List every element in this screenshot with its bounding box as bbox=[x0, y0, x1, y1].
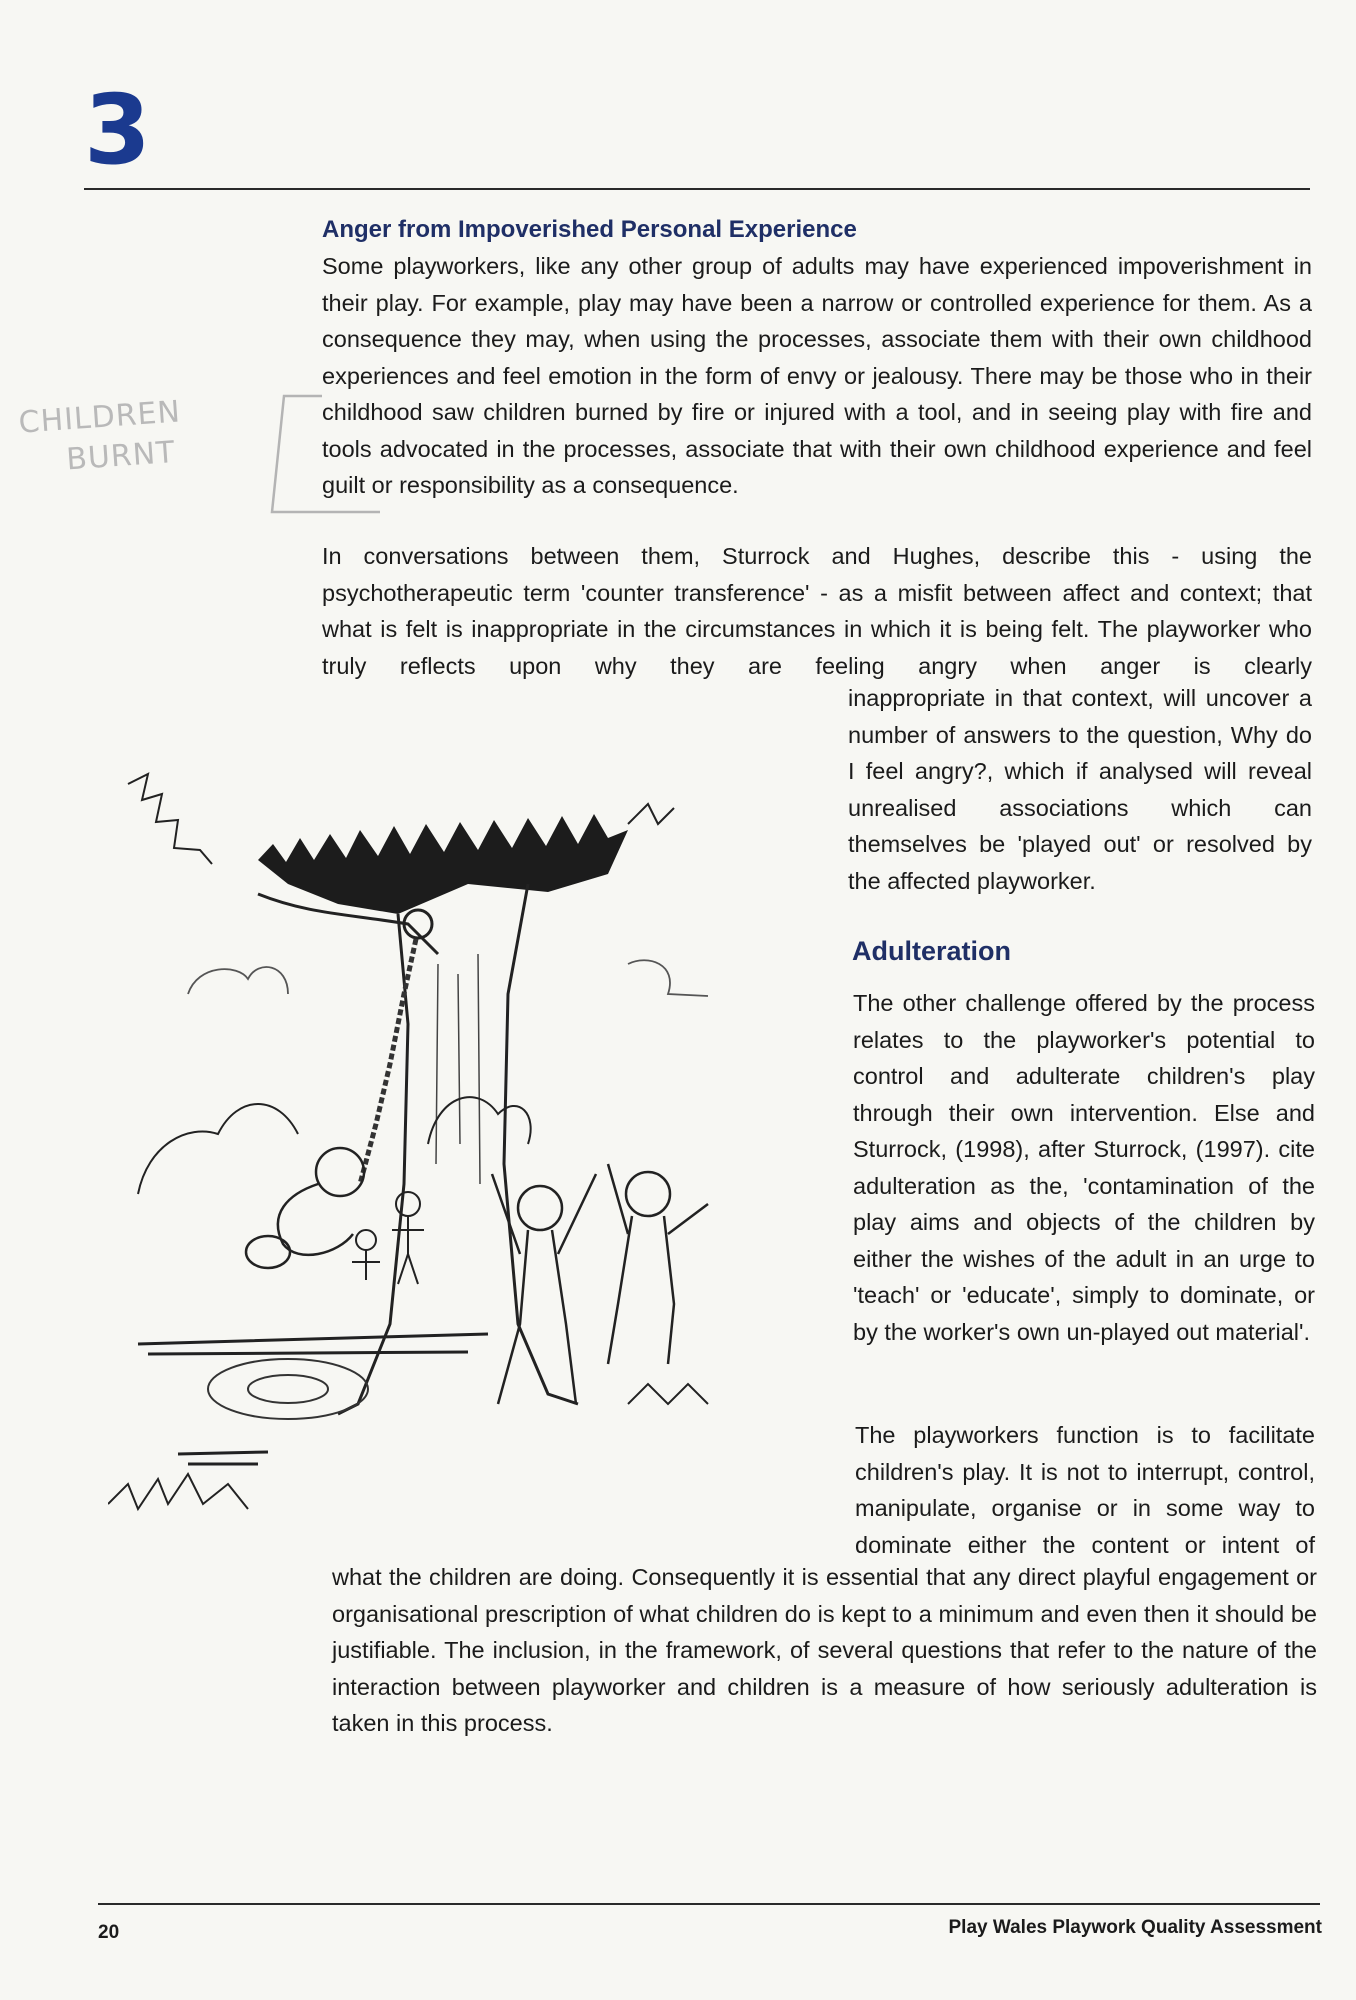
header-rule bbox=[84, 188, 1310, 190]
margin-note-line2: BURNT bbox=[65, 434, 177, 478]
paragraph-adulteration-2-side: The playworkers function is to facilitate children's play. It is not to interrupt, control, manipulate, organise or in some way to dominate either the content or intent of bbox=[855, 1422, 1315, 1558]
section-heading-adulteration: Adulteration bbox=[852, 936, 1011, 966]
paragraph-adulteration-1: The other challenge offered by the process relates to the playworker's potential to control and adulterate children's play through their own intervention. Else and Sturrock, (1998), after Sturrock, (1997). cite adulteration as the, 'contamination of the play aims and objects of the children by either the wishes of the adult in an urge to 'teach' or 'educate', simply to dominate, or by the worker's own un-played out material'. bbox=[853, 990, 1315, 1345]
paragraph-anger-1: Some playworkers, like any other group of adults may have experienced impoverishment in their play. For example, play may have been a narrow or controlled experience for them. As a consequence they may, when using the processes, associate them with their own childhood experiences and feel emotion in the form of envy or jealousy. There may be those who in their childhood saw children burned by fire or injured with a tool, and in seeing play with fire and tools advocated in the processes, associate that with their own childhood experience and feel guilt or responsibility as a consequence. bbox=[322, 253, 1312, 498]
section-heading-anger: Anger from Impoverished Personal Experience bbox=[322, 216, 857, 243]
page-number: 20 bbox=[98, 1922, 120, 1943]
paragraph-adulteration-2-bottom: what the children are doing. Consequently it is essential that any direct playful engagement or organisational prescription of what children do is kept to a minimum and even then it should be justifiable. The inclusion, in the framework, of several questions that refer to the nature of the interaction between playworker and children is a measure of how seriously adulteration is taken in this process. bbox=[332, 1564, 1317, 1736]
paragraph-anger-2-side: inappropriate in that context, will uncover a number of answers to the question, Why do I feel angry?, which if analysed will reveal unrealised associations which can themselves be 'played out' or resolved by the affected playworker. bbox=[848, 685, 1312, 894]
chapter-number: 3 bbox=[84, 74, 149, 186]
publication-title: Play Wales Playwork Quality Assessment bbox=[948, 1917, 1322, 1938]
handwritten-margin-note bbox=[17, 392, 185, 483]
footer-rule bbox=[98, 1903, 1320, 1905]
margin-note-line1: CHILDREN bbox=[17, 394, 183, 441]
paragraph-anger-2-top: In conversations between them, Sturrock and Hughes, describe this - using the psychotherapeutic term 'counter transference' - as a misfit between affect and context; that what is felt is inappropriate in the circumstances in which it is being felt. The playworker who truly reflects upon why they are feeling angry when anger is clearly bbox=[322, 543, 1312, 679]
tree-children-illustration bbox=[108, 764, 788, 1534]
